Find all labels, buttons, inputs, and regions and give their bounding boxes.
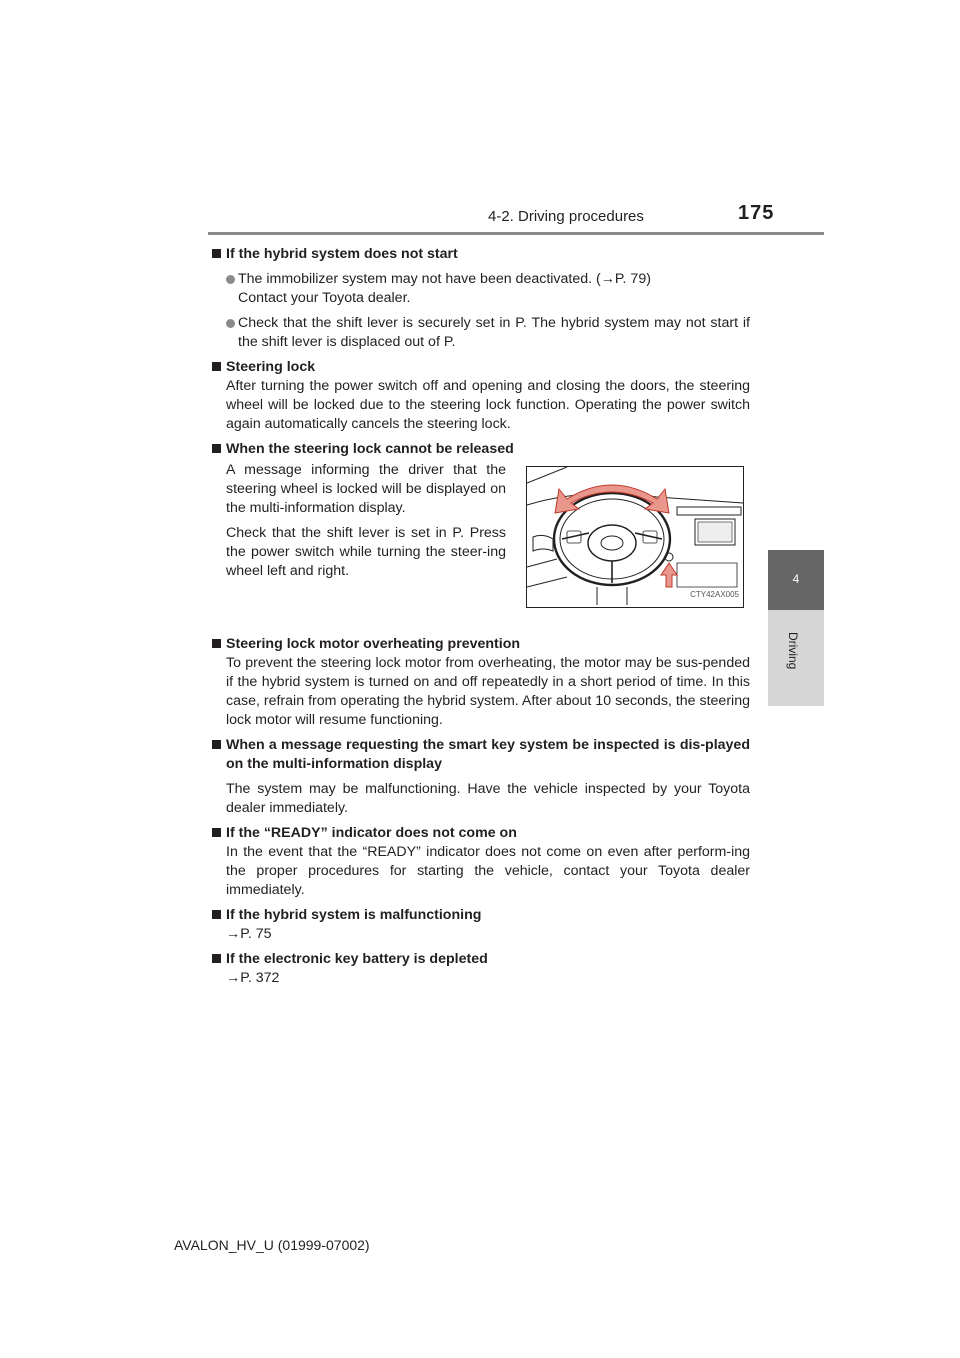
square-bullet-icon	[212, 639, 221, 648]
page-content	[210, 245, 750, 988]
chapter-tab-label	[768, 610, 824, 706]
bullet-immobilizer-line2: Contact your Toyota dealer.	[238, 290, 411, 306]
smart-key-message-text: The system may be malfunctioning. Have the vehicle inspected by your Toyota dealer immediately.	[226, 781, 750, 816]
heading-hybrid-not-start: If the hybrid system does not start	[210, 245, 750, 264]
heading-motor-overheating: Steering lock motor overheating prevention	[210, 635, 750, 654]
steering-lock-text: After turning the power switch off and opening and closing the doors, the steering wheel will be locked due to the steering lock function. Operating the power switch again automatically cancels the steering lock.	[226, 378, 750, 432]
ready-indicator-text: In the event that the “READY” indicator does not come on even after perform-ing the proper procedures for starting the vehicle, contact your Toyota dealer immediately.	[226, 844, 750, 898]
heading-ready-indicator: If the “READY” indicator does not come on	[210, 824, 750, 843]
key-battery-ref: →P. 372	[226, 970, 280, 986]
round-bullet-icon	[226, 275, 235, 284]
lock-release-text-2: Check that the shift lever is set in P. Press the power switch while turning the steer-ing wheel left and right.	[226, 525, 506, 579]
square-bullet-icon	[212, 954, 221, 963]
round-bullet-icon	[226, 319, 235, 328]
hybrid-malfunction-ref: →P. 75	[226, 926, 272, 942]
footer-model-code: AVALON_HV_U (01999-07002)	[174, 1237, 370, 1253]
bullet-immobilizer-line1: The immobilizer system may not have been deactivated. (→P. 79)	[238, 271, 651, 287]
steering-wheel-illustration	[526, 466, 744, 608]
square-bullet-icon	[212, 910, 221, 919]
square-bullet-icon	[212, 740, 221, 749]
chapter-label: Driving	[786, 632, 800, 670]
heading-hybrid-malfunction: If the hybrid system is malfunctioning	[210, 906, 750, 925]
square-bullet-icon	[212, 249, 221, 258]
lock-release-text-1: A message informing the driver that the steering wheel is locked will be displayed on the multi-information display.	[226, 462, 506, 516]
chapter-tab-number	[768, 550, 824, 610]
square-bullet-icon	[212, 444, 221, 453]
lock-release-block	[210, 461, 750, 629]
page-number: 175	[738, 202, 775, 224]
heading-steering-lock: Steering lock	[210, 358, 750, 377]
square-bullet-icon	[212, 362, 221, 371]
heading-smart-key-message: When a message requesting the smart key system be inspected is dis-played on the multi-information display	[210, 736, 750, 774]
heading-key-battery: If the electronic key battery is depleted	[210, 950, 750, 969]
bullet-shift-lever: Check that the shift lever is securely set in P. The hybrid system may not start if the shift lever is displaced out of P.	[210, 314, 750, 352]
heading-lock-not-released: When the steering lock cannot be released	[210, 440, 750, 459]
header-section-title: 4-2. Driving procedures	[488, 208, 644, 225]
square-bullet-icon	[212, 828, 221, 837]
header-rule	[208, 232, 824, 235]
chapter-number: 4	[792, 572, 800, 586]
motor-overheating-text: To prevent the steering lock motor from overheating, the motor may be sus-pended if the hybrid system is turned on and off repeatedly in a short period of time. In this case, refrain from operating the hybrid system. After about 10 seconds, the steering lock motor will resume functioning.	[226, 655, 750, 728]
bullet-immobilizer	[210, 270, 750, 308]
figure-code: CTY42AX005	[690, 590, 739, 599]
